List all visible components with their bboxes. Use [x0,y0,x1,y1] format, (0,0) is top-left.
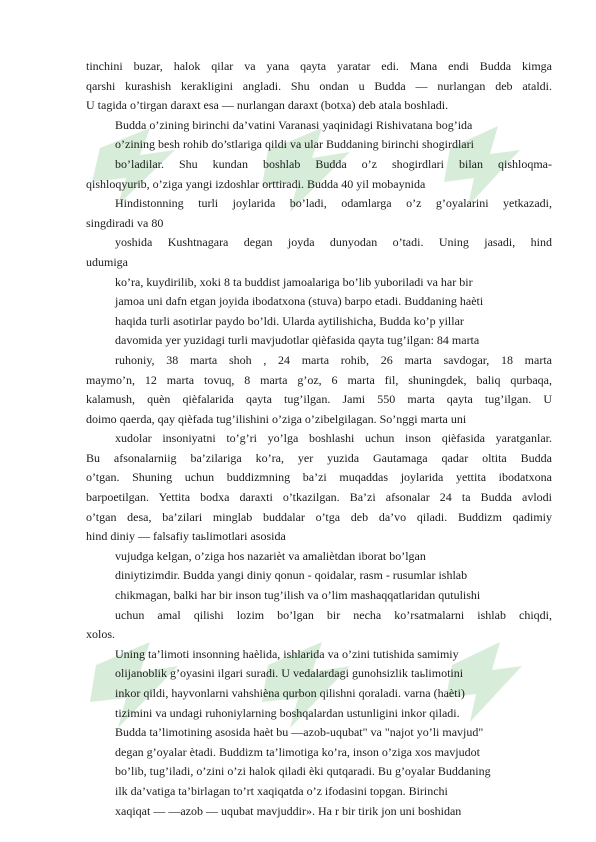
text-line: xolos. [86,627,116,642]
text-line: jamoa uni dafn etgan joyida ibodatxona (stuva) barpo etadi. Buddaning haèti [115,294,484,309]
text-line: hind diniy — falsafiy taьlimotlari asosida [86,529,286,544]
text-line: o’zining besh rohib do’stlariga qildi va ular Buddaning birinchi shogirdlari [115,137,474,152]
text-line: bo’lib, tug’iladi, o’zini o’zi halok qiladi èki qutqaradi. Bu g’oyalar Buddaning [115,764,491,779]
text-line: Uning ta’limoti insonning haèlida, ishlarida va o’zini tutishida samimiy [115,646,459,661]
text-line: tinchini buzar, halok qilar va yana qayta yaratar edi. Mana endi Budda kimga [86,59,552,73]
text-line: inkor qildi, hayvonlarni vahshièna qurbon qilishni qoraladi. varna (haèti) [115,686,465,700]
text-line: xudolar insoniyatni to’g’ri yo’lga boshlashi uchun inson qièfasida yaratganlar. [115,431,552,446]
text-line: vujudga kelgan, o’ziga hos nazariѐt va amaliѐtdan iborat bo’lgan [115,548,426,563]
text-line: chikmagan, balki har bir inson tug’ilish va o’lim mashaqqatlaridan qutulishi [115,588,481,603]
text-line: Hindistonning turli joylarida bo’ladi, odamlarga o’z g’oyalarini yetkazadi, [115,196,552,211]
text-line: ilk da’vatiga ta’birlagan to’rt xaqiqatda o’z ifodasini topgan. Birinchi [115,783,448,798]
text-line: kalamush, quèn qièfalarida qayta tug’ilgan. Jami 550 marta qayta tug’ilgan. U [86,392,552,407]
body-text [86,57,552,821]
text-line: uchun amal qilishi lozim bo’lgan bir necha ko’rsatmalarni ishlab chiqdi, [115,607,552,622]
text-line: o’tgan. Shuning uchun buddizmning ba’zi muqaddas joylarida yettita ibodatxona [86,470,552,485]
text-line: o’tgan desa, ba’zilari minglab buddalar o’tga deb da’vo qiladi. Buddizm qadimiy [86,509,552,524]
text-line: yoshida Kushtnagara degan joyda dunyodan o’tadi. Uning jasadi, hind [115,235,552,250]
text-line: ruhoniy, 38 marta shoh , 24 marta rohib, 26 marta savdogar, 18 marta [115,352,552,367]
text-line: udumiga [86,254,128,269]
text-line: doimo qaerda, qay qièfada tug’ilishini o’ziga o’zibelgilagan. So’nggi marta uni [86,411,467,426]
text-line: U tagida o’tirgan daraxt esa — nurlangan daraxt (botxa) deb atala boshladi. [86,98,449,113]
text-line: Budda o’zining birinchi da’vatini Varanasi yaqinidagi Rishivatana bog’ida [115,117,473,132]
text-line: Bu afsonalarniig ba’zilariga ko’ra, yer yuzida Gautamaga qadar oltita Budda [86,450,552,465]
text-line: tizimini va undagi ruhoniylarning boshqalardan ustunligini inkor qiladi. [115,705,460,720]
text-line: davomida yer yuzidagi turli mavjudotlar qièfasida qayta tug’ilgan: 84 marta [115,333,480,348]
text-line: Budda ta’limotining asosida haèt bu —azob-uqubat" va "najot yo’li mavjud" [115,725,484,740]
text-line: barpoetilgan. Yettita bodxa daraxti o’tkazilgan. Ba’zi afsonalar 24 ta Budda avlodi [86,490,552,505]
text-line: haqida turli asotirlar paydo bo’ldi. Ularda aytilishicha, Budda ko’p yillar [115,313,464,328]
text-line: diniytizimdir. Budda yangi diniy qonun - qoidalar, rasm - rusumlar ishlab [115,568,468,583]
text-line: maymo’n, 12 marta tovuq, 8 marta g’oz, 6 marta fil, shuningdek, baliq qurbaqa, [86,372,552,387]
text-line: singdiradi va 80 [86,215,164,230]
text-line: qarshi kurashish kerakligini angladi. Shu ondan u Budda — nurlangan deb ataldi. [86,78,552,93]
text-line: olijanoblik g’oyasini ilgari suradi. U vedalardagi gunohsizlik taьlimotini [115,666,464,681]
text-line: xaqiqat — —azob — uqubat mavjuddir». Ha r bir tirik jon uni boshidan [115,803,462,818]
text-line: bo’ladilar. Shu kundan boshlab Budda o’z shogirdlari bilan qishloqma- [115,156,552,171]
text-line: ko’ra, kuydirilib, xoki 8 ta buddist jamoalariga bo’lib yuboriladi va har bir [115,274,473,289]
text-line: qishloqyurib, o’ziga yangi izdoshlar orttiradi. Budda 40 yil mobaynida [86,176,426,191]
text-line: degan g’oyalar ètadi. Buddizm ta’limotiga ko’ra, inson o’ziga xos mavjudot [115,744,480,759]
